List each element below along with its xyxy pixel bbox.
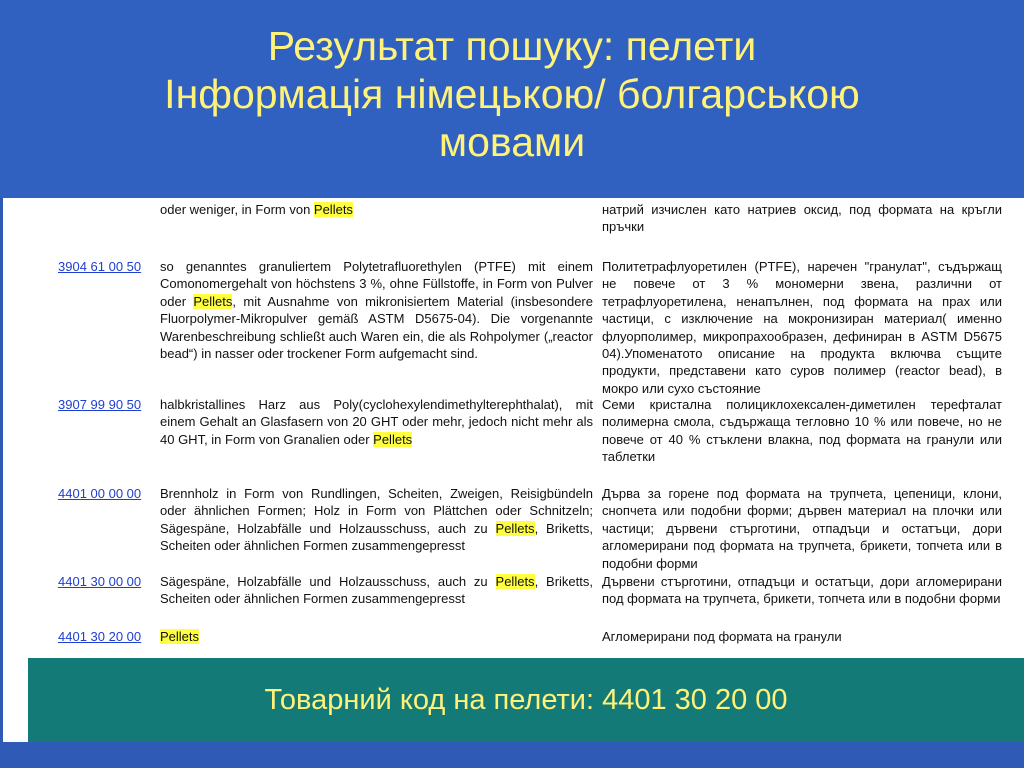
bulgarian-description: Агломерирани под формата на гранули <box>602 629 842 644</box>
document-edge <box>3 658 28 740</box>
highlight-pellets: Pellets <box>313 202 353 217</box>
german-description: Brennholz in Form von Rundlingen, Scheiten, Zweigen, Reisigbündeln oder ähnlichen Formen; Holz in Form von Plättchen oder Schnitzeln; Sägespäne, Holzabfälle und Holzausschuss, auch zu Pellets, Briketts, Scheiten oder ähnlichen Formen zusammengepresst <box>160 486 593 554</box>
bulgarian-description: натрий изчислен като натриев оксид, под формата на кръгли пръчки <box>602 202 1002 235</box>
highlight-pellets: Pellets <box>495 574 535 589</box>
highlight-pellets: Pellets <box>193 293 233 309</box>
slide-title <box>0 0 1024 198</box>
tariff-code-link[interactable]: 3904 61 00 50 <box>58 259 142 274</box>
german-description: halbkristallines Harz aus Poly(cyclohexylendimethylterephthalat), mit einem Gehalt an Glasfasern von 20 GHT oder mehr, jedoch nicht mehr als 40 GHT, in Form von Granalien oder Pellets <box>160 397 593 447</box>
highlight-pellets: Pellets <box>160 629 200 644</box>
bulgarian-description: Дърва за горене под формата на трупчета, цепеници, клони, снопчета или подобни форми; дървен материал на плочки или частици; дървени стърготини, отпадъци и остатъци, дори агломерирани под формата на трупчета, брикети, топчета или в подобни форми <box>602 486 1002 571</box>
title-line-2: Інформація німецькою/ болгарською <box>164 71 860 117</box>
title-line-1: Результат пошуку: пелети <box>267 23 757 69</box>
footer-banner <box>28 658 1024 742</box>
footer-text: Товарний код на пелети: 4401 30 20 00 <box>264 684 788 716</box>
german-description: oder weniger, in Form von Pellets <box>160 202 353 217</box>
tariff-code-link[interactable]: 3907 99 90 50 <box>58 397 142 412</box>
bulgarian-description: Дървени стърготини, отпадъци и остатъци, дори агломерирани под формата на трупчета, брикети, топчета или в подобни форми <box>602 574 1002 607</box>
highlight-pellets: Pellets <box>495 520 535 536</box>
german-description: Sägespäne, Holzabfälle und Holzausschuss, auch zu Pellets, Briketts, Scheiten oder ähnlichen Formen zusammengepresst <box>160 574 593 607</box>
highlight-pellets: Pellets <box>373 431 413 447</box>
bulgarian-description: Семи кристална полициклохексален-диметилен терефталат полимерна смола, съдържаща тегловно 10 % или повече, но не повече от 40 % стъклени влакна, под формата на гранули или таблетки <box>602 397 1002 465</box>
bottom-strip <box>0 742 1024 768</box>
bulgarian-description: Политетрафлуоретилен (PTFE), наречен "гранулат", съдържащ не повече от 3 % мономерни звена, различни от тетрафлуоретилена, ненапълнен, под формата на прах или частици, с изключение на мокронизиран материал( именно флуорполимер, микропрахообразен, дефиниран в ASTM D5675 04).Упоменатото описание на продукта включва същите продукти, представени като суров полимер (reactor bead), в мокро или сухо състояние <box>602 259 1002 396</box>
tariff-code-link[interactable]: 4401 30 00 00 <box>58 574 142 589</box>
german-description: so genanntes granuliertem Polytetrafluorethylen (PTFE) mit einem Comonomergehalt von höchstens 3 %, ohne Füllstoffe, in Form von Pulver oder Pellets, mit Ausnahme von mikronisiertem Material (insbesondere Fluorpolymer-Mikropulver gemäß ASTM D5675-04). Die vorgenannte Warenbeschreibung schließt auch Waren ein, die als Rohpolymer („reactor bead“) in nasser oder trockener Form aufgemacht sind. <box>160 259 593 362</box>
tariff-code-link[interactable]: 4401 00 00 00 <box>58 486 142 501</box>
german-description <box>160 628 593 645</box>
tariff-code-link[interactable]: 4401 30 20 00 <box>58 629 142 644</box>
title-line-3: мовами <box>438 119 586 165</box>
